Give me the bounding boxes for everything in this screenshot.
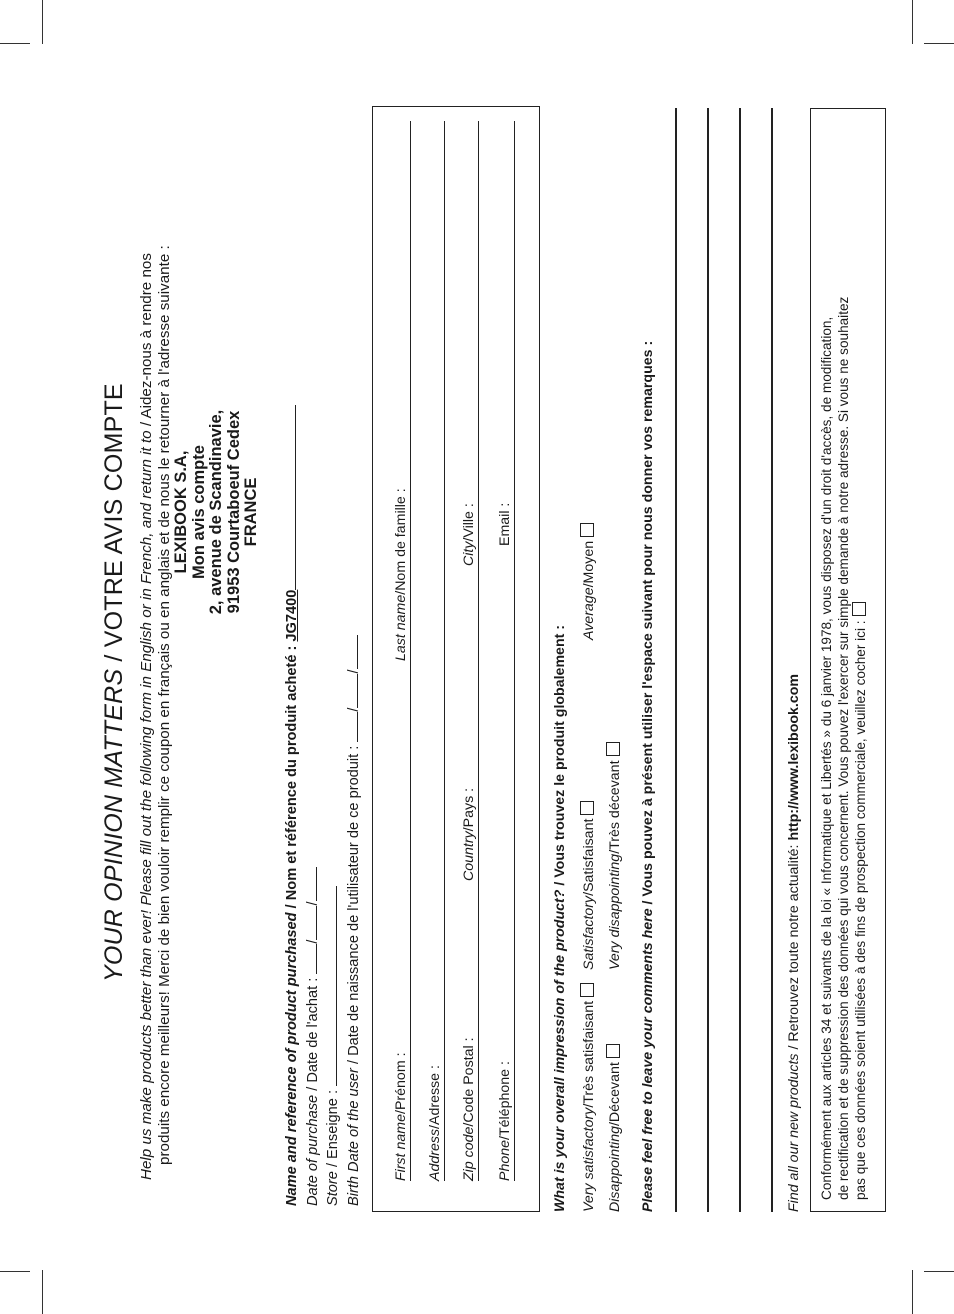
feedback-form-sheet <box>70 90 890 1250</box>
crop-mark <box>0 43 30 44</box>
purchase-year-field[interactable] <box>303 867 317 901</box>
find-products-line: Find all our new products / Retrouvez toute notre actualité: http://www.lexibook.com <box>786 673 802 1212</box>
privacy-notice-box <box>810 108 886 1212</box>
name-line[interactable] <box>410 121 411 1181</box>
comment-line[interactable] <box>675 108 677 1212</box>
product-reference[interactable]: JG7400 <box>284 589 300 642</box>
birth-day-field[interactable] <box>344 712 358 742</box>
checkbox[interactable] <box>606 742 620 756</box>
crop-mark <box>924 43 954 44</box>
crop-mark <box>0 1271 30 1272</box>
product-name-row: Name and reference of product purchased / Nom et référence du produit acheté : JG7400 <box>282 405 303 1206</box>
personal-info-box <box>372 106 540 1212</box>
address-line: 91953 Courtaboeuf Cedex <box>224 410 243 614</box>
option-average[interactable]: Average/Moyen <box>580 523 597 640</box>
checkbox[interactable] <box>606 1044 620 1058</box>
website-link[interactable]: http://www.lexibook.com <box>786 673 802 841</box>
address-label: Address/Adresse : <box>427 1062 443 1181</box>
privacy-line: pas que ces données soient utilisées à des fins de prospection commerciale, veuillez cocher ici : <box>852 120 869 1200</box>
address-line: 2, avenue de Scandinavie, <box>207 409 225 615</box>
address-line[interactable] <box>444 121 445 1181</box>
purchase-month-field[interactable] <box>303 906 317 940</box>
zip-label: Zip code/Code Postal : <box>461 1034 477 1181</box>
birth-month-field[interactable] <box>344 674 358 708</box>
first-name-label: First name/Prénom : <box>393 1049 409 1181</box>
location-line[interactable] <box>478 121 479 1181</box>
checkbox[interactable] <box>580 801 594 815</box>
checkbox[interactable] <box>580 523 594 537</box>
address-line: Mon avis compte <box>189 445 208 579</box>
contact-line[interactable] <box>514 121 515 1181</box>
privacy-line: Conformément aux articles 34 et suivants de la loi « Informatique et Libertés » du 6 janvier 1978, vous disposez d'un droit d'accès, de modification, <box>819 316 834 1200</box>
option-very-satisfactory[interactable]: Very satisfactory/Très satisfaisant <box>580 983 597 1212</box>
store-row: Store / Enseigne : <box>323 405 344 1206</box>
phone-label: Phone/Téléphone : <box>497 1058 513 1181</box>
impression-question: What is your overall impression of the product? / Vous trouvez le produit globalement : <box>552 624 568 1212</box>
page-title <box>100 383 129 982</box>
comment-line[interactable] <box>739 108 741 1212</box>
checkbox[interactable] <box>580 983 594 997</box>
address-line: FRANCE <box>242 477 260 547</box>
store-field[interactable] <box>323 886 337 1086</box>
return-address <box>173 332 261 692</box>
product-name-line[interactable] <box>282 405 296 590</box>
last-name-label: Last name/Nom de famille : <box>393 485 409 661</box>
crop-mark <box>912 0 913 44</box>
intro-line-1: Help us make products better than ever! Please fill out the following form in English or in French, and return it to / Aidez-nous à rendre nos <box>138 253 155 1180</box>
intro-line-2: produits encore meilleurs! Merci de bien vouloir remplir ce coupon en français ou en anglais et de nous le retourner à l'adresse suivante : <box>156 245 173 1165</box>
email-label: Email : <box>497 500 513 546</box>
option-disappointing[interactable]: Disappointing/Décevant <box>606 1044 623 1212</box>
crop-mark <box>42 0 43 44</box>
birth-date-row: Birth Date of the user / Date de naissance de l'utilisateur de ce produit : // <box>344 405 365 1206</box>
country-label: Country/Pays : <box>461 785 477 881</box>
purchase-day-field[interactable] <box>303 944 317 974</box>
address-line: LEXIBOOK S.A, <box>172 450 190 574</box>
title-french: VOTRE AVIS COMPTE <box>100 383 128 648</box>
product-section <box>282 405 364 1206</box>
purchase-date-row: Date of purchase / Date de l'achat : // <box>303 405 324 1206</box>
title-separator: / <box>100 647 128 669</box>
option-very-disappointing[interactable]: Very disappointing/Très décevant <box>606 742 623 970</box>
privacy-line: de rectification et de suppression des données qui vous concernent. Vous pouvez l'exercer sur simple demande à notre adresse. Si vous ne souhaitez <box>836 296 851 1200</box>
comment-line[interactable] <box>707 108 709 1212</box>
crop-mark <box>924 1271 954 1272</box>
city-label: City/Ville : <box>461 500 477 566</box>
opt-out-checkbox[interactable] <box>852 602 866 616</box>
crop-mark <box>42 1270 43 1314</box>
title-english: YOUR OPINION MATTERS <box>100 668 128 982</box>
crop-mark <box>912 1270 913 1314</box>
comments-label: Please feel free to leave your comments here / Vous pouvez à présent utiliser l'espace suivant pour nous donner vos remarques : <box>640 340 656 1212</box>
comment-line[interactable] <box>771 108 773 1212</box>
option-satisfactory[interactable]: Satisfactory/Satisfaisant <box>580 801 597 970</box>
birth-year-field[interactable] <box>344 635 358 669</box>
